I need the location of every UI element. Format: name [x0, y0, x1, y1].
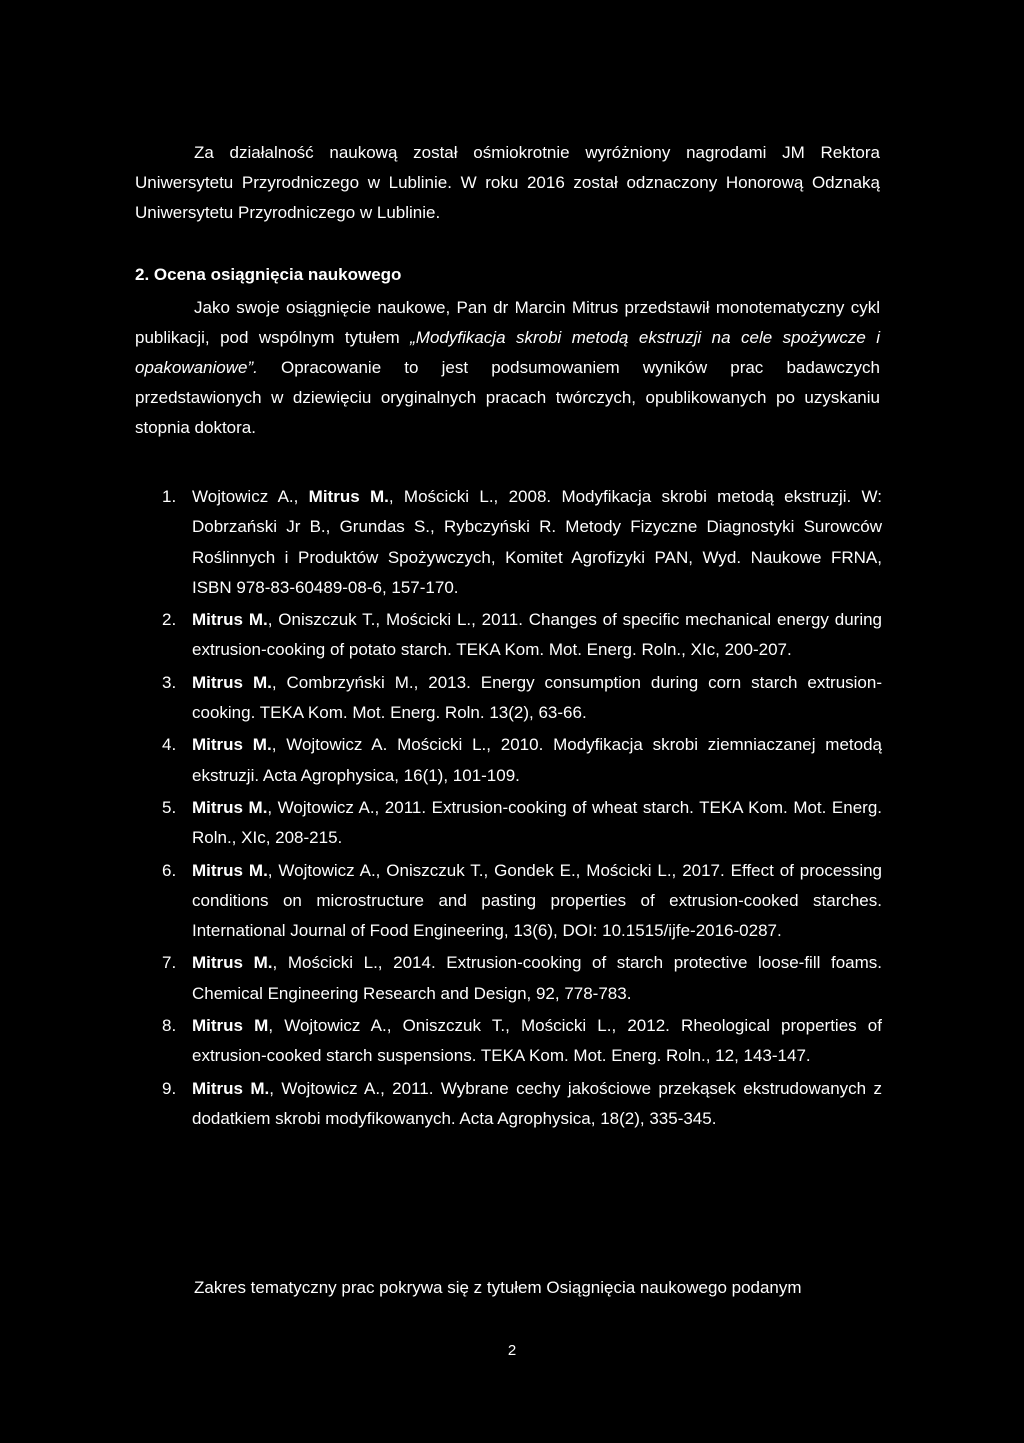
publication-details: , Wojtowicz A., Oniszczuk T., Mościcki L., 2012. Rheological properties of extrusion-cooked starch suspensions. TEKA Kom. Mot. Energ. Roln., 12, 143-147.	[192, 1016, 882, 1066]
section-heading: 2. Ocena osiągnięcia naukowego	[135, 265, 402, 284]
publication-item	[162, 668, 882, 729]
page-number: 2	[507, 1342, 517, 1359]
section-body-before: Jako swoje osiągnięcie naukowe, Pan dr Marcin Mitrus przedstawił monotematyczny cykl publikacji, pod wspólnym tytułem	[135, 298, 880, 347]
publication-number: 8.	[162, 1016, 177, 1036]
publication-details: , Oniszczuk T., Mościcki L., 2011. Changes of specific mechanical energy during extrusion-cooking of potato starch. TEKA Kom. Mot. Energ. Roln., XIc, 200-207.	[192, 610, 883, 660]
publication-number: 1.	[162, 487, 177, 506]
intro-paragraph: Za działalność naukową został ośmiokrotnie wyróżniony nagrodami JM Rektora Uniwersytetu Przyrodniczego w Lublinie. W roku 2016 został odznaczony Honorową Odznaką Uniwersytetu Przyrodniczego w Lublinie.	[135, 143, 880, 222]
publication-number: 2.	[162, 610, 177, 630]
publication-item	[162, 605, 882, 666]
publication-author-highlight: Mitrus M.	[192, 860, 268, 880]
publication-details: , Mościcki L., 2008. Modyfikacja skrobi metodą ekstruzji. W: Dobrzański Jr B., Grundas S., Rybczyński R. Metody Fizyczne Diagnostyki Surowców Roślinnych i Produktów Spożywczych, Komitet Agrofizyki PAN, Wyd. Naukowe FRNA, ISBN 978-83-60489-08-6, 157-170.	[192, 487, 883, 597]
publication-item	[162, 482, 882, 603]
publication-author-highlight: Mitrus M.	[308, 487, 389, 506]
publication-details: , Wojtowicz A., Oniszczuk T., Gondek E., Mościcki L., 2017. Effect of processing conditions on microstructure and pasting properties of extrusion-cooked starches. International Journal of Food Engineering, 13(6), DOI: 10.1515/ijfe-2016-0287.	[192, 860, 882, 941]
publication-number: 9.	[162, 1078, 177, 1098]
publication-authors-before: Wojtowicz A.,	[192, 487, 309, 506]
publication-number: 7.	[162, 953, 177, 973]
publication-author-highlight: Mitrus M.	[192, 1078, 270, 1098]
achievement-title: „Modyfikacja skrobi metodą ekstruzji na cele spożywcze i opakowaniowe”.	[135, 328, 880, 377]
publication-author-highlight: Mitrus M.	[192, 797, 268, 817]
publication-author-highlight: Mitrus M.	[192, 672, 272, 692]
publication-number: 5.	[162, 797, 177, 817]
publication-item	[162, 730, 882, 791]
publication-details: , Combrzyński M., 2013. Energy consumption during corn starch extrusion-cooking. TEKA Kom. Mot. Energ. Roln. 13(2), 63-66.	[192, 672, 883, 723]
publication-item	[162, 1074, 882, 1135]
publication-details: , Wojtowicz A., 2011. Wybrane cechy jakościowe przekąsek ekstrudowanych z dodatkiem skrobi modyfikowanych. Acta Agrophysica, 18(2), 335-345.	[192, 1078, 882, 1128]
publication-item	[162, 1011, 882, 1072]
publication-author-highlight: Mitrus M.	[192, 735, 272, 755]
closing-paragraph: Zakres tematyczny prac pokrywa się z tytułem Osiągnięcia naukowego podanym	[194, 1278, 802, 1297]
publication-details: , Mościcki L., 2014. Extrusion-cooking of starch protective loose-fill foams. Chemical Engineering Research and Design, 92, 778-783.	[192, 953, 882, 1003]
publication-item	[162, 948, 882, 1009]
publication-details: , Wojtowicz A., 2011. Extrusion-cooking of wheat starch. TEKA Kom. Mot. Energ. Roln., XIc, 208-215.	[192, 797, 882, 848]
publication-details: , Wojtowicz A. Mościcki L., 2010. Modyfikacja skrobi ziemniaczanej metodą ekstruzji. Acta Agrophysica, 16(1), 101-109.	[192, 735, 883, 785]
publication-number: 3.	[162, 672, 177, 692]
section-body-after: Opracowanie to jest podsumowaniem wyników prac badawczych przedstawionych w dziewięciu oryginalnych pracach twórczych, opublikowanych po uzyskaniu stopnia doktora.	[135, 358, 880, 437]
publication-item	[162, 793, 882, 854]
publication-number: 4.	[162, 735, 177, 755]
publication-author-highlight: Mitrus M.	[192, 610, 268, 630]
publication-number: 6.	[162, 860, 177, 880]
publication-author-highlight: Mitrus M.	[192, 953, 273, 973]
publication-item	[162, 856, 882, 947]
publication-list	[162, 482, 882, 1136]
section-body-paragraph	[135, 293, 880, 443]
publication-author-highlight: Mitrus M	[192, 1016, 269, 1036]
